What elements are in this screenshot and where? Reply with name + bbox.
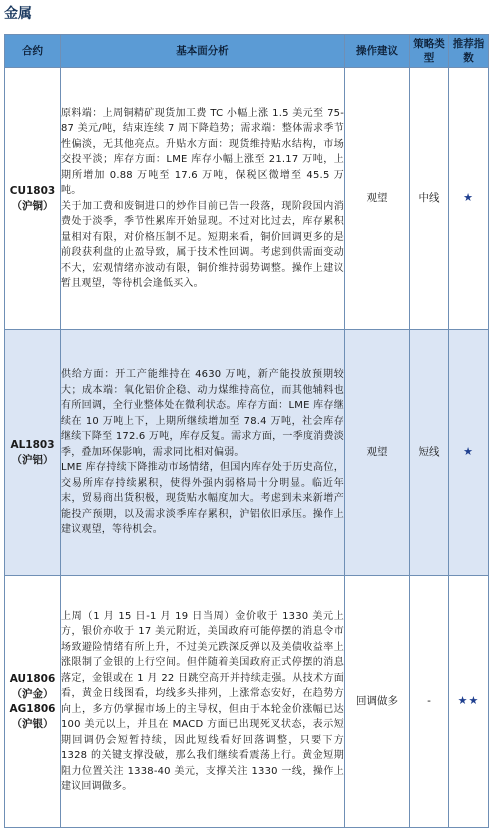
advice-cell: 观望	[345, 330, 410, 576]
contract-code-secondary: AG1806	[9, 702, 56, 715]
contract-exchange: （沪金）	[11, 687, 54, 700]
rating-cell	[449, 576, 489, 828]
header-rating: 推荐指数	[449, 35, 489, 68]
contract-cell	[5, 68, 61, 330]
contract-cell	[5, 576, 61, 828]
strategy-cell: 短线	[410, 330, 449, 576]
analysis-paragraph: 上周（1 月 15 日-1 月 19 日当周）金价收于 1330 美元上方，银价亦收于 17 美元附近，美国政府可能停摆的消息令市场致避险情绪有所上升，不过美元跌深反弹以及美债收益率上涨限制了金银的上行空间。但伴随着美国政府正式停摆的消息落定，金银或在 1 月 22 日跳空高开并持续走强。从技术方面看，黄金日线图看，均线多头排列，上涨常态安好，在趋势方向上，多方仍掌握市场上的主导权，但由于本轮金价涨幅已达 100 美元以上，并且在 MACD 方面已出现死叉状态，表示短期回调仍会短暂持续，因此短线看好回落调整，只要下方 1328 的关键支撑没破，那么我们继续看震荡上行。黄金短期阻力位置关注 1338-40 美元，支撑关注 1330 一线，操作上建议回调做多。	[61, 610, 344, 792]
analysis-paragraph: 关于加工费和废铜进口的炒作目前已告一段落，现阶段国内消费处于淡季，季节性累库开始显现。不过对比过去，库存累积量相对有限，对价格压制不足。短期来看，铜价回调更多的是前段获利盘的止盈导致，属于技术性回调。考虑到供需面变动不大，宏观情绪亦波动有限，铜价维持弱势调整。操作上建议暂且观望，等待机会逢低买入。	[61, 200, 344, 289]
table-row-cu1803	[5, 68, 489, 330]
section-title: 金属	[4, 6, 32, 22]
contract-code: CU1803	[9, 184, 56, 197]
rating-cell	[449, 68, 489, 330]
contract-exchange-secondary: （沪银）	[11, 717, 54, 730]
contract-exchange: （沪铝）	[11, 453, 54, 466]
metals-table	[4, 34, 489, 828]
table-header-row	[5, 35, 489, 68]
star-rating-icon: ★	[463, 191, 474, 205]
header-strategy: 策略类型	[410, 35, 449, 68]
advice-cell: 回调做多	[345, 576, 410, 828]
analysis-paragraph: 供给方面：开工产能维持在 4630 万吨，新产能投放预期较大；成本端：氧化铝价企稳、动力煤维持高位，而其他辅料也有所回调，全行业整体处在微利状态。库存方面：LME 库存继续在 10 万吨上下，上期所继续增加至 78.4 万吨，社会库存继续下降至 172.6 万吨，库存反复。需求方面，一季度消费淡季，叠加环保影响，需求同比相对偏弱。	[61, 369, 344, 458]
header-analysis: 基本面分析	[61, 35, 345, 68]
analysis-cell	[61, 68, 345, 330]
contract-code: AL1803	[10, 438, 55, 451]
table-row-al1803	[5, 330, 489, 576]
advice-cell: 观望	[345, 68, 410, 330]
header-contract: 合约	[5, 35, 61, 68]
contract-cell	[5, 330, 61, 576]
star-rating-icon: ★★	[457, 694, 480, 708]
contract-exchange: （沪铜）	[11, 199, 54, 212]
header-advice: 操作建议	[345, 35, 410, 68]
rating-cell	[449, 330, 489, 576]
analysis-cell	[61, 576, 345, 828]
strategy-cell: 中线	[410, 68, 449, 330]
analysis-cell	[61, 330, 345, 576]
analysis-paragraph: 原料端：上周铜精矿现货加工费 TC 小幅上涨 1.5 美元至 75-87 美元/吨，结束连续 7 周下降趋势；需求端：整体需求季节性偏淡，无其他亮点。升贴水方面：现货维持贴水结构，市场交投平淡；库存方面：LME 库存小幅上涨至 21.17 万吨，上期所增加 0.88 万吨至 17.6 万吨，保税区微增至 45.5 万吨。	[61, 107, 344, 196]
analysis-paragraph: LME 库存持续下降推动市场情绪，但国内库存处于历史高位，交易所库存持续累积，使得外强内弱格局十分明显。临近年末，贸易商出货积极，现货贴水幅度加大。考虑到未来新增产能投产预期，以及需求淡季库存累积，沪铝依旧承压。操作上建议观望，等待机会。	[61, 462, 344, 536]
table-row-au1806-ag1806	[5, 576, 489, 828]
strategy-cell: -	[410, 576, 449, 828]
star-rating-icon: ★	[463, 445, 474, 459]
contract-code: AU1806	[9, 672, 56, 685]
